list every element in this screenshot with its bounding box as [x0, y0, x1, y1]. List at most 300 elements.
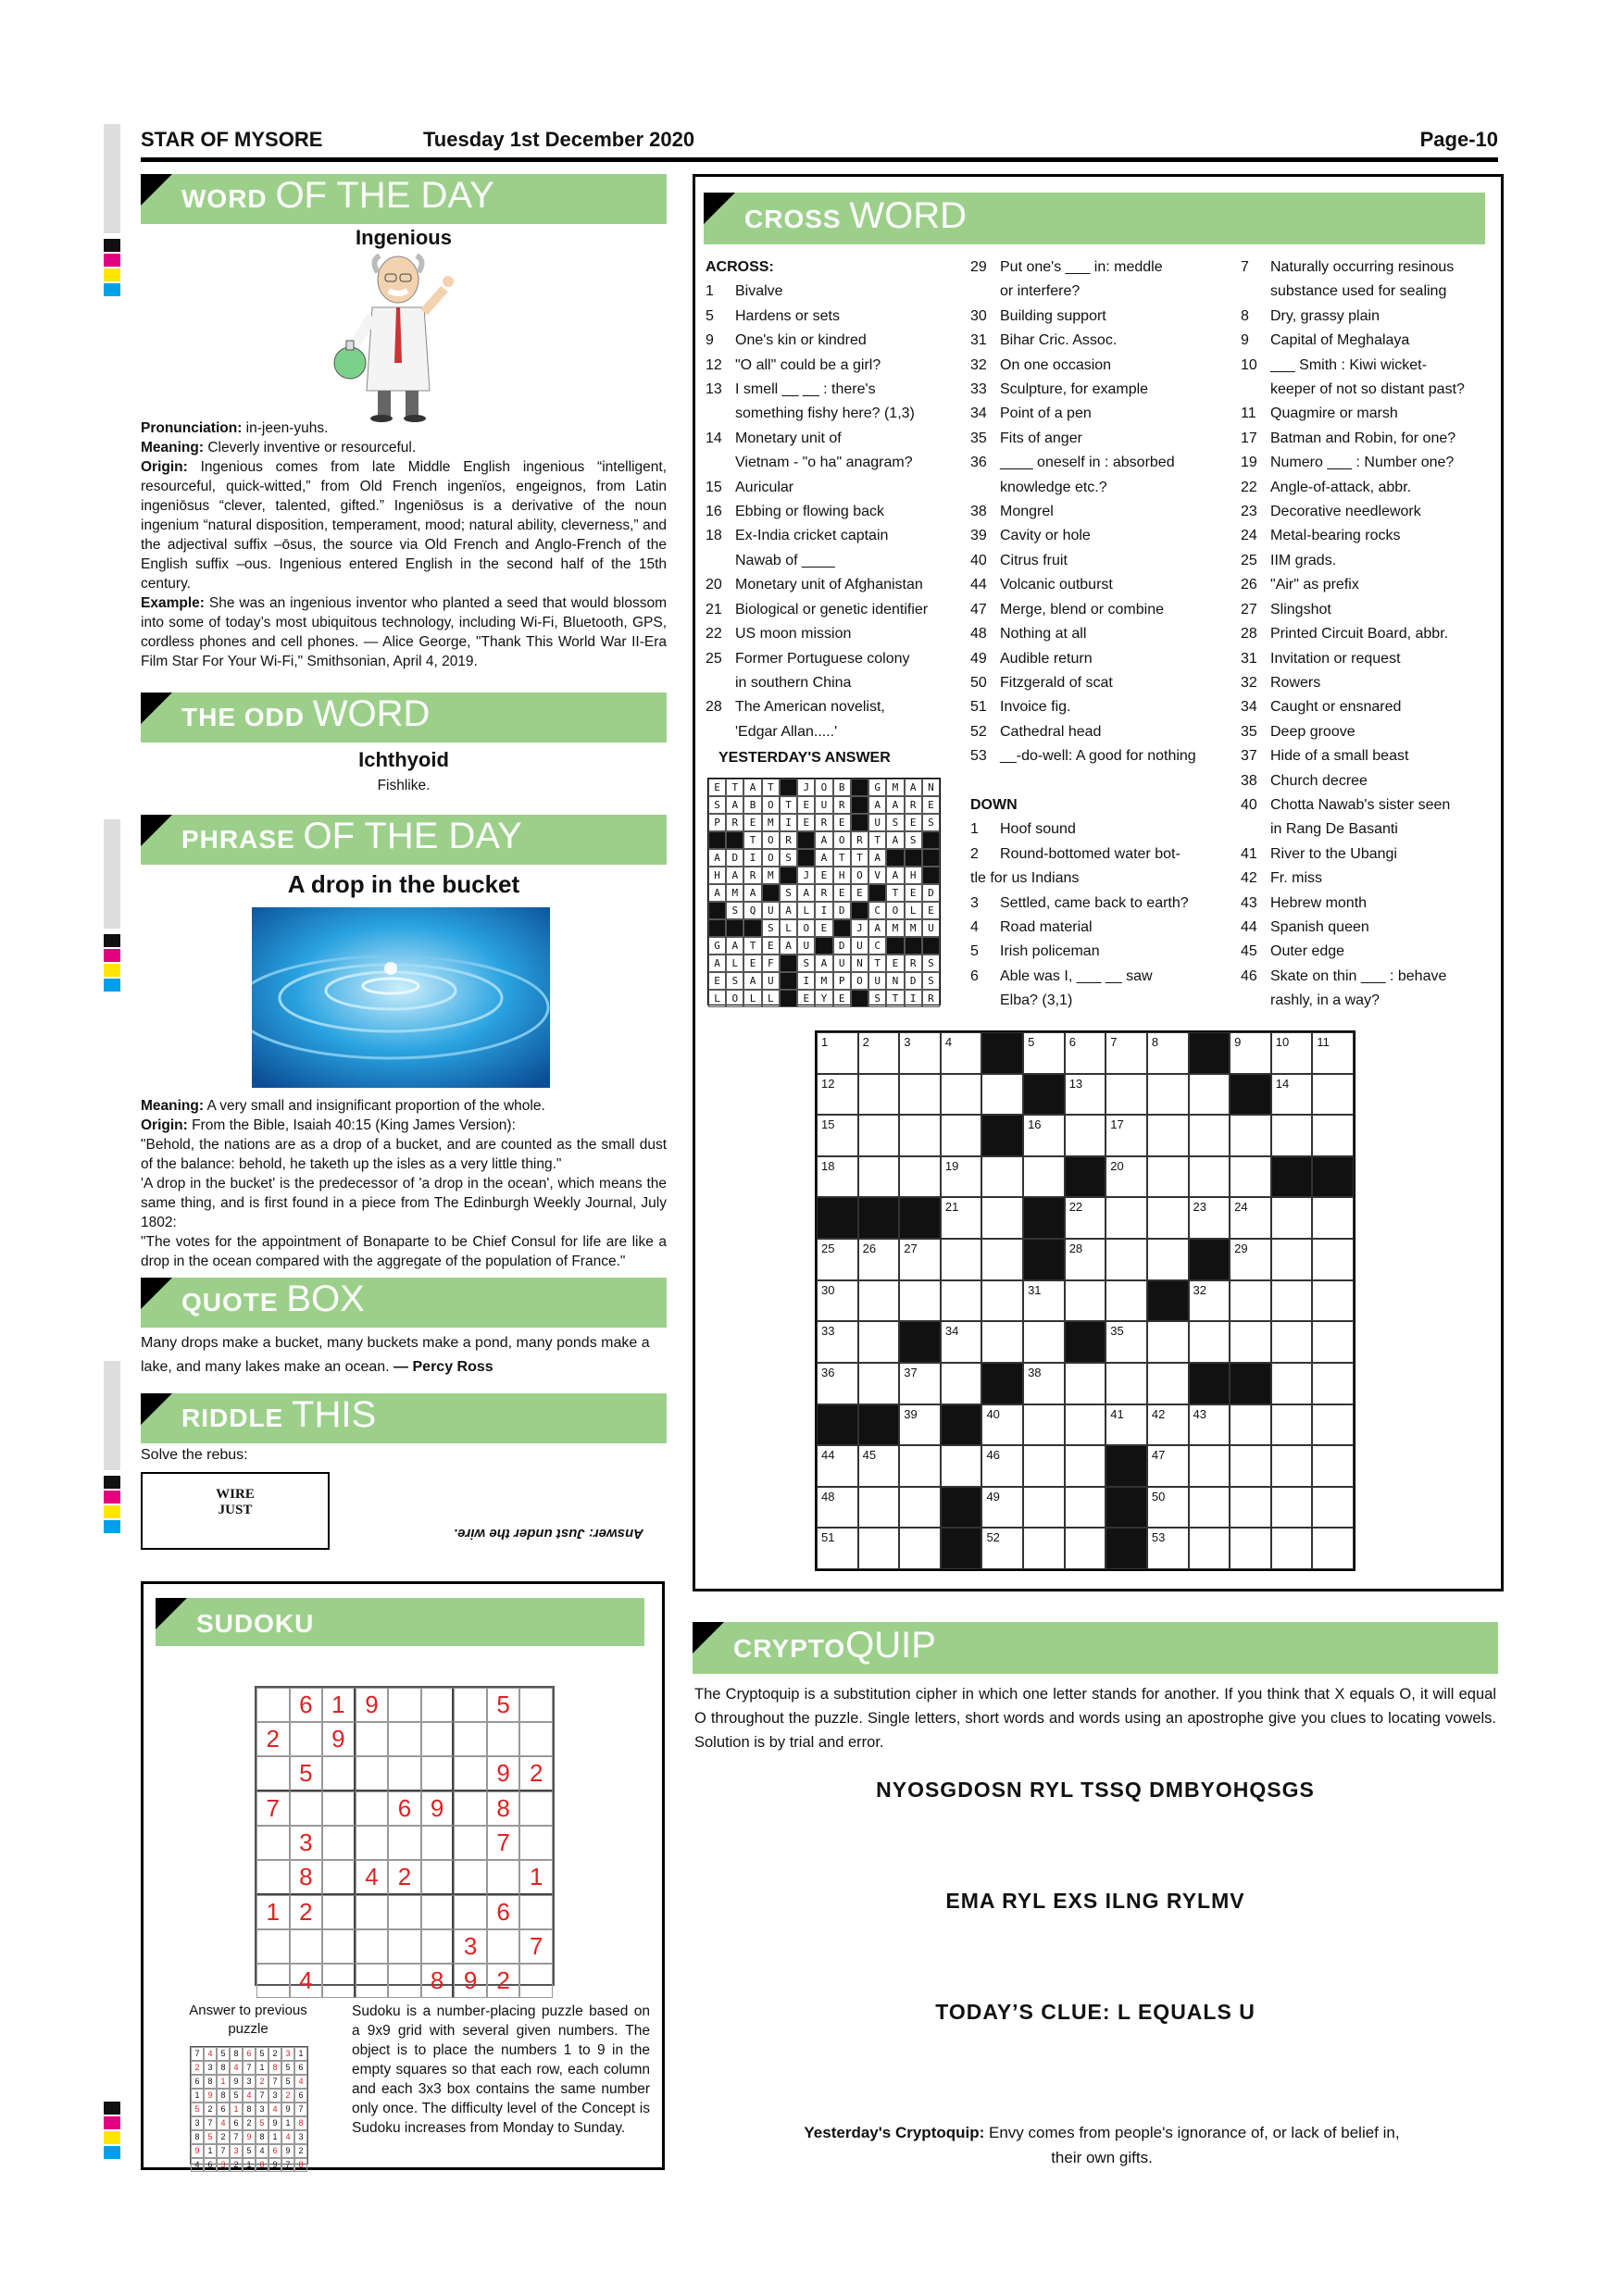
sudoku-cell[interactable]: [454, 1756, 487, 1791]
crossword-cell[interactable]: [899, 1487, 941, 1529]
clue: 11 Quagmire or marsh: [1241, 406, 1398, 422]
clue: 20 Monetary unit of Afghanistan: [706, 577, 923, 593]
sudoku-cell[interactable]: [356, 1791, 389, 1826]
black-square: [780, 955, 797, 972]
sudoku-cell[interactable]: 7: [487, 1826, 520, 1860]
crossword-cell[interactable]: [1271, 1321, 1313, 1363]
sudoku-cell[interactable]: 1: [322, 1688, 356, 1722]
scientist-illustration: [324, 252, 472, 423]
crossword-cell[interactable]: [858, 1487, 900, 1529]
black-square: [815, 937, 832, 955]
black-square: [851, 990, 868, 1007]
crossword-cell[interactable]: [981, 1404, 1023, 1446]
phrase-history: 'A drop in the bucket' is the predecessor of 'a drop in the ocean', which means the same thing, and is first found in a piece from The Edinburgh Weekly Journal, July 1802:: [141, 1176, 667, 1230]
sudoku-answer-cell: 4: [191, 2158, 204, 2172]
crossword-cell[interactable]: [981, 1074, 1023, 1116]
crossword-cell[interactable]: [1271, 1528, 1313, 1569]
crossword-cell[interactable]: [941, 1363, 982, 1404]
crossword-cell[interactable]: [1230, 1321, 1271, 1363]
crossword-cell[interactable]: [981, 1197, 1023, 1239]
sudoku-cell[interactable]: [519, 1826, 553, 1860]
sudoku-cell[interactable]: [454, 1791, 487, 1826]
crossword-cell[interactable]: [817, 1487, 858, 1529]
sudoku-cell[interactable]: 9: [454, 1964, 487, 1998]
crossword-cell[interactable]: [1189, 1487, 1230, 1529]
crossword-cell[interactable]: [981, 1487, 1023, 1529]
crossword-cell[interactable]: [817, 1363, 858, 1404]
clue: 25 Former Portuguese colony: [706, 650, 910, 667]
sudoku-cell[interactable]: [356, 1895, 389, 1929]
sudoku-cell[interactable]: [388, 1688, 421, 1722]
crossword-cell[interactable]: [1023, 1321, 1065, 1363]
crossword-cell[interactable]: [817, 1074, 858, 1116]
sudoku-cell[interactable]: [421, 1929, 455, 1964]
crossword-cell[interactable]: [1312, 1115, 1354, 1156]
crossword-cell[interactable]: [981, 1445, 1023, 1487]
crossword-cell[interactable]: [1023, 1115, 1065, 1156]
sudoku-cell[interactable]: [356, 1826, 389, 1860]
sudoku-cell[interactable]: [322, 1929, 356, 1964]
sudoku-answer-cell: 7: [269, 2075, 281, 2089]
riddle-prompt: Solve the rebus:: [141, 1447, 248, 1463]
crossword-cell[interactable]: [941, 1280, 982, 1322]
sudoku-cell[interactable]: [388, 1722, 421, 1756]
sudoku-cell[interactable]: [421, 1756, 455, 1791]
word-of-day-body: [141, 418, 667, 671]
crossword-cell[interactable]: [858, 1074, 900, 1116]
sudoku-cell[interactable]: [356, 1929, 389, 1964]
crossword-cell[interactable]: [1106, 1074, 1147, 1116]
sudoku-cell[interactable]: [519, 1964, 553, 1998]
sudoku-cell[interactable]: [322, 1826, 356, 1860]
sudoku-cell[interactable]: 2: [487, 1964, 520, 1998]
quote-text: [141, 1331, 667, 1379]
crossword-cell[interactable]: [899, 1280, 941, 1322]
clue: 22 US moon mission: [706, 626, 852, 643]
sudoku-cell[interactable]: 7: [256, 1791, 290, 1826]
sudoku-cell[interactable]: [322, 1756, 356, 1791]
answer-cell: S: [886, 814, 904, 831]
answer-cell: P: [833, 972, 851, 990]
sudoku-cell[interactable]: 3: [454, 1929, 487, 1964]
answer-cell: I: [743, 849, 761, 867]
clue-number: 11: [1317, 1035, 1330, 1049]
clue-number: 25: [821, 1242, 835, 1256]
answer-cell: O: [851, 867, 868, 884]
clue: 13 I smell __ __ : there's: [706, 381, 876, 398]
crossword-cell[interactable]: [858, 1239, 900, 1280]
crossword-cell[interactable]: [1106, 1280, 1147, 1322]
crossword-cell[interactable]: [1271, 1363, 1313, 1404]
sudoku-cell[interactable]: 8: [421, 1964, 455, 1998]
sudoku-cell[interactable]: [454, 1688, 487, 1722]
clue: 42 Fr. miss: [1241, 870, 1322, 887]
crossword-cell[interactable]: [1065, 1032, 1106, 1074]
sudoku-cell[interactable]: 4: [290, 1964, 323, 1998]
crossword-cell[interactable]: [1271, 1032, 1313, 1074]
crossword-cell[interactable]: [1147, 1487, 1189, 1529]
crossword-cell[interactable]: [941, 1156, 982, 1198]
sudoku-cell[interactable]: [290, 1722, 323, 1756]
sudoku-answer-cell: 7: [217, 2144, 230, 2158]
crossword-cell[interactable]: [1230, 1156, 1271, 1198]
sudoku-cell[interactable]: [290, 1791, 323, 1826]
crossword-cell[interactable]: [981, 1239, 1023, 1280]
crossword-cell[interactable]: [1189, 1156, 1230, 1198]
crossword-cell[interactable]: [1023, 1363, 1065, 1404]
crossword-cell[interactable]: [1230, 1115, 1271, 1156]
sudoku-answer-cell: 9: [230, 2075, 243, 2089]
clue: 14 Monetary unit of: [706, 430, 842, 446]
sudoku-cell[interactable]: 6: [487, 1895, 520, 1929]
black-square: [905, 849, 922, 867]
crossword-cell[interactable]: [1189, 1197, 1230, 1239]
sudoku-answer-cell: 5: [281, 2075, 294, 2089]
clue-number: 53: [1151, 1530, 1166, 1545]
crossword-cell[interactable]: [899, 1074, 941, 1116]
crossword-cell[interactable]: [941, 1115, 982, 1156]
sudoku-cell[interactable]: [356, 1722, 389, 1756]
crossword-cell[interactable]: [858, 1528, 900, 1569]
sudoku-cell[interactable]: [256, 1860, 290, 1895]
crossword-cell[interactable]: [899, 1363, 941, 1404]
crossword-cell[interactable]: [1065, 1528, 1106, 1569]
clue: 5 Hardens or sets: [706, 307, 840, 324]
answer-cell: S: [922, 955, 940, 972]
sudoku-cell[interactable]: [454, 1826, 487, 1860]
crossword-cell[interactable]: [941, 1032, 982, 1074]
sudoku-cell[interactable]: [421, 1860, 455, 1895]
black-square: [762, 884, 780, 902]
sudoku-grid[interactable]: [255, 1686, 555, 1994]
clue-number: 22: [1068, 1200, 1083, 1215]
sudoku-cell[interactable]: [487, 1722, 520, 1756]
crossword-cell[interactable]: [817, 1445, 858, 1487]
crossword-cell[interactable]: [941, 1074, 982, 1116]
crossword-cell[interactable]: [1147, 1528, 1189, 1569]
sudoku-answer-cell: 5: [243, 2144, 256, 2158]
sudoku-cell[interactable]: [487, 1929, 520, 1964]
answer-cell: E: [797, 796, 815, 814]
sudoku-cell[interactable]: 8: [290, 1860, 323, 1895]
sudoku-cell[interactable]: 8: [487, 1791, 520, 1826]
sudoku-cell[interactable]: [421, 1895, 455, 1929]
crossword-cell[interactable]: [817, 1032, 858, 1074]
sudoku-cell[interactable]: [256, 1964, 290, 1998]
crossword-cell[interactable]: [1065, 1280, 1106, 1322]
clue: 2 Round-bottomed water bot-: [970, 845, 1181, 862]
crossword-cell[interactable]: [1271, 1445, 1313, 1487]
crossword-cell[interactable]: [1023, 1487, 1065, 1529]
crossword-cell[interactable]: [941, 1321, 982, 1363]
crossword-cell[interactable]: [1312, 1445, 1354, 1487]
crossword-cell[interactable]: [1271, 1115, 1313, 1156]
crossword-cell[interactable]: [1312, 1363, 1354, 1404]
crossword-cell[interactable]: [817, 1528, 858, 1569]
crossword-cell[interactable]: [981, 1321, 1023, 1363]
clue: 38 Mongrel: [970, 504, 1054, 520]
sudoku-cell[interactable]: [487, 1860, 520, 1895]
crossword-cell[interactable]: [981, 1156, 1023, 1198]
crossword-cell[interactable]: [1312, 1197, 1354, 1239]
sudoku-cell[interactable]: [322, 1895, 356, 1929]
sudoku-cell[interactable]: 5: [487, 1688, 520, 1722]
crossword-cell[interactable]: [1106, 1032, 1147, 1074]
sudoku-cell[interactable]: 7: [519, 1929, 553, 1964]
crossword-cell[interactable]: [1065, 1239, 1106, 1280]
crossword-cell[interactable]: [1312, 1280, 1354, 1322]
crossword-cell[interactable]: [1271, 1280, 1313, 1322]
crossword-cell[interactable]: [1189, 1280, 1230, 1322]
sudoku-cell[interactable]: [519, 1791, 553, 1826]
sudoku-cell[interactable]: [356, 1756, 389, 1791]
clue: 16 Ebbing or flowing back: [706, 504, 884, 520]
sudoku-cell[interactable]: 3: [290, 1826, 323, 1860]
crossword-cell[interactable]: [1312, 1239, 1354, 1280]
clue-number: 8: [1151, 1035, 1159, 1049]
crossword-cell[interactable]: [1065, 1115, 1106, 1156]
sudoku-cell[interactable]: 2: [290, 1895, 323, 1929]
crossword-cell[interactable]: [817, 1321, 858, 1363]
sudoku-cell[interactable]: 2: [519, 1756, 553, 1791]
sudoku-cell[interactable]: [454, 1860, 487, 1895]
sudoku-cell[interactable]: [388, 1895, 421, 1929]
crossword-cell[interactable]: [1147, 1321, 1189, 1363]
crossword-cell[interactable]: [981, 1280, 1023, 1322]
crossword-cell[interactable]: [1312, 1074, 1354, 1116]
sudoku-cell[interactable]: [421, 1688, 455, 1722]
crossword-cell[interactable]: [1065, 1487, 1106, 1529]
answer-cell: N: [886, 972, 904, 990]
sudoku-cell[interactable]: 9: [487, 1756, 520, 1791]
sudoku-cell[interactable]: 1: [519, 1860, 553, 1895]
sudoku-cell[interactable]: [421, 1826, 455, 1860]
word-of-day-word: Ingenious: [356, 226, 452, 249]
clue: 48 Nothing at all: [970, 626, 1087, 643]
clue-number: 49: [986, 1489, 1000, 1504]
crossword-cell[interactable]: [1312, 1528, 1354, 1569]
crossword-cell[interactable]: [1106, 1197, 1147, 1239]
black-square: [1065, 1321, 1106, 1363]
crossword-cell[interactable]: [1312, 1487, 1354, 1529]
crossword-cell[interactable]: [941, 1239, 982, 1280]
crossword-cell[interactable]: [1271, 1487, 1313, 1529]
black-square: [1189, 1032, 1230, 1074]
crossword-cell[interactable]: [1065, 1404, 1106, 1446]
crossword-cell[interactable]: [899, 1239, 941, 1280]
crossword-grid[interactable]: [815, 1030, 1355, 1571]
sudoku-cell[interactable]: 9: [356, 1688, 389, 1722]
crossword-cell[interactable]: [981, 1528, 1023, 1569]
sudoku-cell[interactable]: 6: [388, 1791, 421, 1826]
sudoku-cell[interactable]: [290, 1929, 323, 1964]
phrase-origin: From the Bible, Isaiah 40:15 (King James Version):: [187, 1117, 516, 1133]
crossword-cell[interactable]: [899, 1404, 941, 1446]
sudoku-cell[interactable]: [256, 1688, 290, 1722]
sudoku-cell[interactable]: [256, 1929, 290, 1964]
sudoku-cell[interactable]: [388, 1826, 421, 1860]
crossword-cell[interactable]: [1230, 1239, 1271, 1280]
crossword-cell[interactable]: [1106, 1404, 1147, 1446]
crossword-cell[interactable]: [1106, 1321, 1147, 1363]
crossword-cell[interactable]: [1271, 1239, 1313, 1280]
sudoku-cell[interactable]: [322, 1860, 356, 1895]
crossword-cell[interactable]: [1271, 1197, 1313, 1239]
clue: 9 Capital of Meghalaya: [1241, 332, 1410, 349]
answer-cell: O: [815, 779, 832, 796]
crossword-cell[interactable]: [1147, 1115, 1189, 1156]
sudoku-cell[interactable]: [454, 1722, 487, 1756]
crossword-cell[interactable]: [1147, 1197, 1189, 1239]
black-square: [1106, 1487, 1147, 1529]
black-square: [981, 1032, 1023, 1074]
crossword-cell[interactable]: [941, 1445, 982, 1487]
crossword-cell[interactable]: [858, 1280, 900, 1322]
answer-cell: D: [833, 902, 851, 919]
crossword-cell[interactable]: [817, 1156, 858, 1198]
crossword-cell[interactable]: [858, 1445, 900, 1487]
answer-cell: M: [726, 884, 743, 902]
clue: 12 "O all" could be a girl?: [706, 356, 881, 373]
crossword-cell[interactable]: [899, 1528, 941, 1569]
sudoku-cell[interactable]: [388, 1929, 421, 1964]
crossword-cell[interactable]: [1230, 1280, 1271, 1322]
quote-box-banner: QUOTE BOX: [141, 1278, 667, 1328]
crossword-cell[interactable]: [1189, 1321, 1230, 1363]
crossword-cell[interactable]: [1065, 1445, 1106, 1487]
sudoku-answer-cell: 3: [230, 2144, 243, 2158]
crossword-cell[interactable]: [1106, 1115, 1147, 1156]
sudoku-cell[interactable]: [454, 1895, 487, 1929]
crossword-cell[interactable]: [1147, 1156, 1189, 1198]
crossword-cell[interactable]: [1230, 1445, 1271, 1487]
crossword-cell[interactable]: [1230, 1197, 1271, 1239]
crossword-cell[interactable]: [1147, 1032, 1189, 1074]
crossword-cell[interactable]: [1147, 1445, 1189, 1487]
crossword-cell[interactable]: [1312, 1321, 1354, 1363]
crossword-cell[interactable]: [1230, 1528, 1271, 1569]
crossword-cell[interactable]: [1023, 1528, 1065, 1569]
crossword-cell[interactable]: [1065, 1197, 1106, 1239]
crossword-cell[interactable]: [1230, 1487, 1271, 1529]
crossword-cell[interactable]: [1189, 1115, 1230, 1156]
sudoku-cell[interactable]: 1: [256, 1895, 290, 1929]
crossword-cell[interactable]: [858, 1115, 900, 1156]
crossword-cell[interactable]: [899, 1445, 941, 1487]
sudoku-cell[interactable]: [519, 1688, 553, 1722]
crossword-cell[interactable]: [858, 1032, 900, 1074]
crossword-cell[interactable]: [1065, 1363, 1106, 1404]
answer-cell: J: [797, 867, 815, 884]
sudoku-cell[interactable]: [519, 1722, 553, 1756]
crossword-cell[interactable]: [1147, 1404, 1189, 1446]
sudoku-cell[interactable]: [256, 1826, 290, 1860]
sudoku-cell[interactable]: [388, 1964, 421, 1998]
crossword-cell[interactable]: [1189, 1528, 1230, 1569]
crossword-cell[interactable]: [1023, 1032, 1065, 1074]
black-square: [780, 867, 797, 884]
sudoku-cell[interactable]: 9: [421, 1791, 455, 1826]
clue: 7 Naturally occurring resinous: [1241, 259, 1455, 275]
phrase-meaning-label: Meaning:: [141, 1098, 205, 1114]
clue: 38 Church decree: [1241, 772, 1368, 789]
crossword-cell[interactable]: [858, 1156, 900, 1198]
crossword-cell[interactable]: [1106, 1239, 1147, 1280]
cryptoquip-line-1: NYOSGDOSN RYL TSSQ DMBYOHQSGS: [876, 1778, 1315, 1802]
crossword-cell[interactable]: [1147, 1239, 1189, 1280]
crossword-cell[interactable]: [941, 1197, 982, 1239]
crossword-cell[interactable]: [1147, 1363, 1189, 1404]
riddle-banner: RIDDLE THIS: [141, 1393, 667, 1443]
crossword-cell[interactable]: [899, 1115, 941, 1156]
crossword-cell[interactable]: [1189, 1445, 1230, 1487]
sudoku-answer-cell: 9: [243, 2130, 256, 2144]
crossword-cell[interactable]: [817, 1239, 858, 1280]
clue: 50 Fitzgerald of scat: [970, 674, 1113, 691]
crossword-cell[interactable]: [1312, 1404, 1354, 1446]
answer-cell: E: [833, 990, 851, 1007]
answer-cell: A: [726, 867, 743, 884]
crossword-cell[interactable]: [899, 1032, 941, 1074]
crossword-cell[interactable]: [1230, 1032, 1271, 1074]
sudoku-cell[interactable]: 5: [290, 1756, 323, 1791]
registration-strip: [104, 1361, 120, 1470]
sudoku-cell[interactable]: [519, 1895, 553, 1929]
crossword-cell[interactable]: [1189, 1404, 1230, 1446]
crossword-cell[interactable]: [1023, 1404, 1065, 1446]
sudoku-cell[interactable]: 9: [322, 1722, 356, 1756]
crossword-cell[interactable]: [1271, 1404, 1313, 1446]
sudoku-cell[interactable]: [322, 1791, 356, 1826]
sudoku-cell[interactable]: [256, 1756, 290, 1791]
crossword-cell[interactable]: [1189, 1074, 1230, 1116]
crossword-cell[interactable]: [1023, 1156, 1065, 1198]
word-of-day-banner: WORD OF THE DAY: [141, 174, 667, 224]
sudoku-cell[interactable]: [388, 1756, 421, 1791]
crossword-cell[interactable]: [1147, 1074, 1189, 1116]
sudoku-answer-cell: 4: [217, 2116, 230, 2130]
crossword-cell[interactable]: [858, 1363, 900, 1404]
crossword-cell[interactable]: [1230, 1404, 1271, 1446]
crossword-cell[interactable]: [899, 1156, 941, 1198]
sudoku-answer-cell: 1: [230, 2103, 243, 2116]
crossword-cell[interactable]: [1271, 1074, 1313, 1116]
crossword-cell[interactable]: [858, 1321, 900, 1363]
sudoku-cell[interactable]: [421, 1722, 455, 1756]
sudoku-cell[interactable]: [322, 1964, 356, 1998]
crossword-cell[interactable]: [1023, 1445, 1065, 1487]
answer-cell: R: [743, 867, 761, 884]
cryptoquip-clue: TODAY’S CLUE: L EQUALS U: [935, 2000, 1255, 2024]
black-square: [833, 919, 851, 937]
crossword-cell[interactable]: [1106, 1363, 1147, 1404]
sudoku-cell[interactable]: 4: [356, 1860, 389, 1895]
sudoku-cell[interactable]: 2: [388, 1860, 421, 1895]
crossword-cell[interactable]: [817, 1115, 858, 1156]
answer-cell: M: [762, 814, 780, 831]
crossword-cell[interactable]: [1106, 1156, 1147, 1198]
sudoku-cell[interactable]: 2: [256, 1722, 290, 1756]
sudoku-answer-cell: 4: [269, 2103, 281, 2116]
sudoku-cell[interactable]: 6: [290, 1688, 323, 1722]
crossword-cell[interactable]: [1065, 1074, 1106, 1116]
crossword-cell[interactable]: [1023, 1280, 1065, 1322]
sudoku-cell[interactable]: [356, 1964, 389, 1998]
clue: 23 Decorative needlework: [1241, 504, 1421, 520]
answer-cell: E: [815, 867, 832, 884]
crossword-cell[interactable]: [817, 1280, 858, 1322]
crossword-cell[interactable]: [1312, 1032, 1354, 1074]
